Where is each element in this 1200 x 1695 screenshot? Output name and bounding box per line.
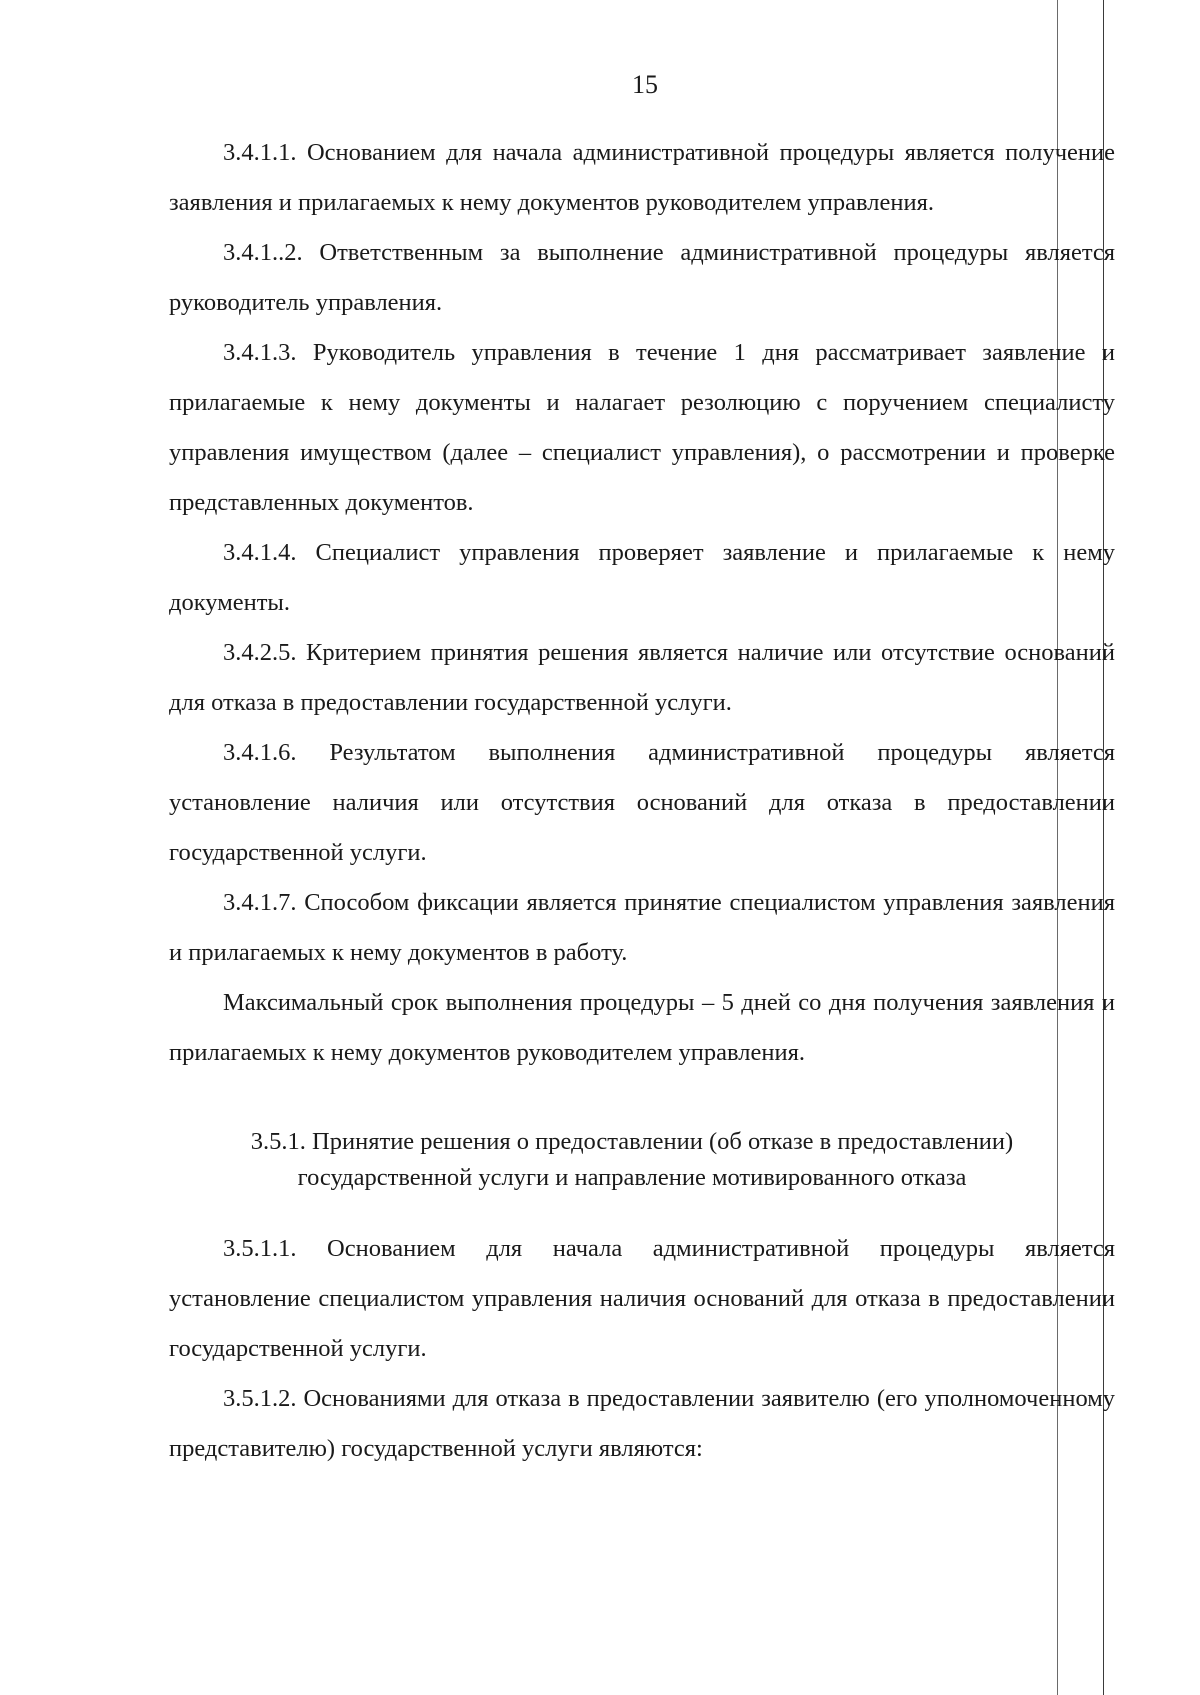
- paragraph-3-4-1-7: 3.4.1.7. Способом фиксации является принятие специалистом управления заявления и прилагаемых к нему документов в работу.: [169, 889, 1115, 966]
- page-number: 15: [632, 70, 658, 99]
- paragraph-3-4-1-1: 3.4.1.1. Основанием для начала административной процедуры является получение заявления и прилагаемых к нему документов руководителем управления.: [169, 139, 1115, 216]
- paragraph-max-term: Максимальный срок выполнения процедуры – 5 дней со дня получения заявления и прилагаемых к нему документов руководителем управления.: [169, 989, 1115, 1066]
- paragraph-3-4-1-4: 3.4.1.4. Специалист управления проверяет заявление и прилагаемые к нему документы.: [169, 539, 1115, 616]
- paragraph-3-4-1-6: 3.4.1.6. Результатом выполнения административной процедуры является установление наличия или отсутствия оснований для отказа в предоставлении государственной услуги.: [169, 739, 1115, 866]
- paragraph-3-4-1-2: 3.4.1..2. Ответственным за выполнение административной процедуры является руководитель управления.: [169, 239, 1115, 316]
- section-heading-3-5-1: [169, 1124, 1115, 1196]
- section-heading-line-1: 3.5.1. Принятие решения о предоставлении (об отказе в предоставлении): [250, 1128, 1014, 1155]
- section-heading-line-2: государственной услуги и направление мотивированного отказа: [297, 1164, 967, 1191]
- paragraph-3-5-1-2: 3.5.1.2. Основаниями для отказа в предоставлении заявителю (его уполномоченному представителю) государственной услуги являются:: [169, 1385, 1115, 1462]
- paragraph-3-4-1-3: 3.4.1.3. Руководитель управления в течение 1 дня рассматривает заявление и прилагаемые к нему документы и налагает резолюцию с поручением специалисту управления имуществом (далее – специалист управления), о рассмотрении и проверке представленных документов.: [169, 339, 1115, 516]
- paragraph-3-5-1-1: 3.5.1.1. Основанием для начала административной процедуры является установление специалистом управления наличия оснований для отказа в предоставлении государственной услуги.: [169, 1235, 1115, 1362]
- paragraph-3-4-2-5: 3.4.2.5. Критерием принятия решения является наличие или отсутствие оснований для отказа в предоставлении государственной услуги.: [169, 639, 1115, 716]
- document-body: [169, 128, 1115, 1474]
